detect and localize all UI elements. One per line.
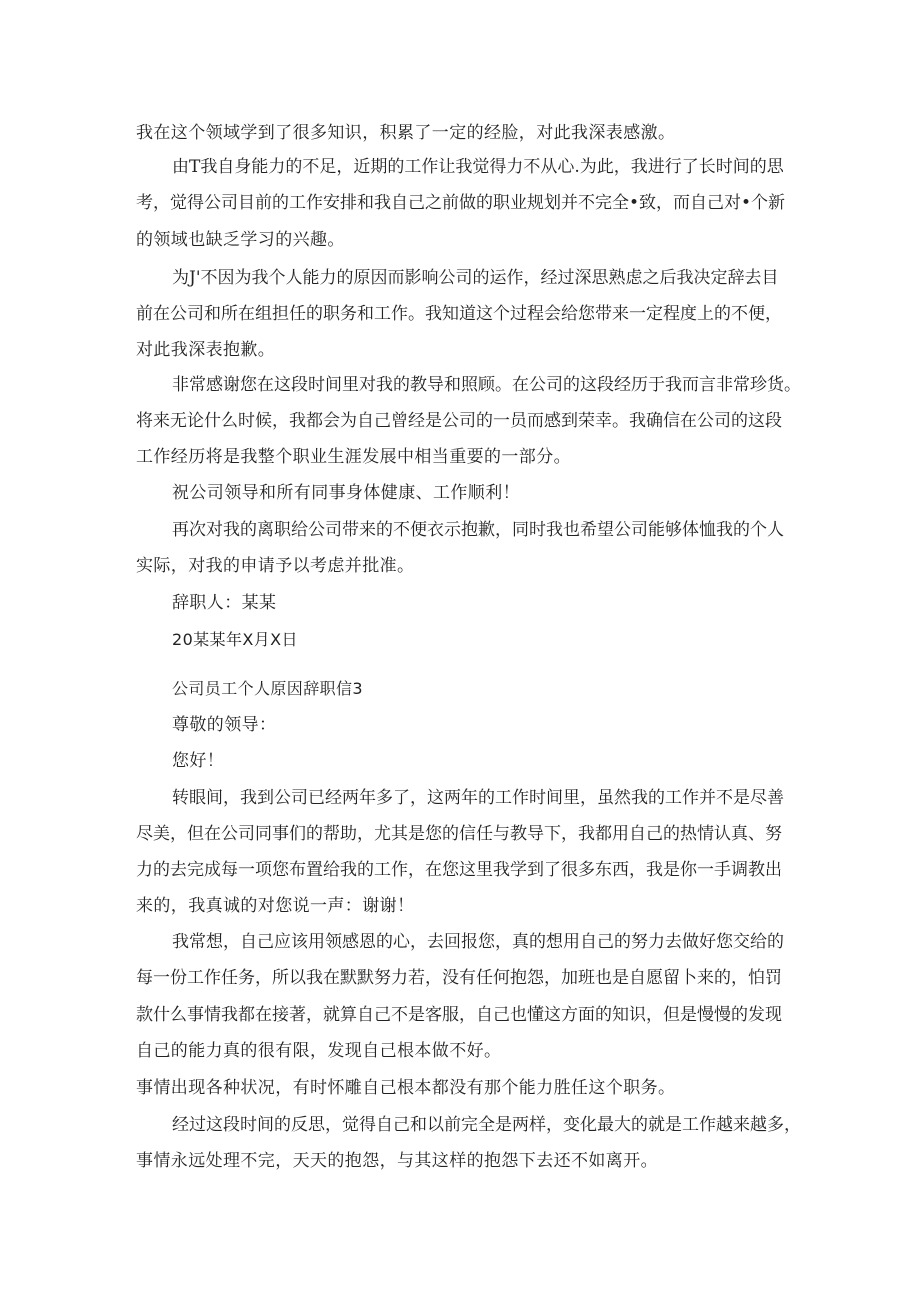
paragraph-line: 我在这个领域学到了很多知识，积累了一定的经脸，对此我深表感激。 — [136, 123, 676, 143]
paragraph-line: 转眼间，我到公司已经两年多了，这两年的工作时间里，虽然我的工作并不是尽善 — [172, 788, 784, 808]
paragraph-line: 将来无论什么时候，我都会为自己曾经是公司的一员而感到荣幸。我确信在公司的这段 — [136, 411, 782, 431]
paragraph-line: 我常想，自己应该用领感恩的心，去回报您，真的想用自己的努力去做好您交给的 — [172, 932, 784, 952]
paragraph-line: 再次对我的离职给公司带来的不便衣示抱歉，同时我也希望公司能够体恤我的个人 — [172, 520, 784, 540]
paragraph-line: 非常感谢您在这段时间里对我的教导和照顾。在公司的这段经历于我而言非常珍货。 — [172, 375, 801, 395]
paragraph-line: 工作经历将是我整个职业生涯发展中相当重要的一部分。 — [136, 447, 571, 467]
letter-title: 公司员工个人原因辞职信3 — [172, 679, 363, 698]
paragraph-line: 由T我自身能力的不足，近期的工作让我觉得力不从心.为此，我进行了长时间的思 — [172, 157, 784, 177]
paragraph-line: 实际，对我的申请予以考虑并批准。 — [136, 556, 415, 576]
date: 20某某年X月X日 — [172, 630, 298, 649]
paragraph-line: 的领域也缺乏学习的兴趣。 — [136, 230, 345, 250]
paragraph-line: 祝公司领导和所有同事身体健康、工作顺利！ — [172, 483, 520, 503]
paragraph-line: 事情出现各种状况，有时怀雕自己根本都没有那个能力胜任这个职务。 — [136, 1078, 676, 1098]
paragraph-line: 尽美，但在公司同事们的帮助，尤其是您的信任与教导下，我都用自己的热情认真、努 — [136, 824, 782, 844]
paragraph-line: 事情永远处理不完，天天的抱怨，与其这样的抱怨下去还不如离开。 — [136, 1151, 658, 1171]
paragraph-line: 款什么事情我都在接著，就算自己不是客服，自己也懂这方面的知识，但是慢慢的发现 — [136, 1005, 782, 1025]
paragraph-line: 对此我深表抱歉。 — [136, 340, 276, 360]
paragraph-line: 来的，我真诚的对您说一声：谢谢！ — [136, 896, 415, 916]
signature: 辞职人：某某 — [172, 593, 277, 613]
paragraph-line: 经过这段时间的反思，觉得自己和以前完全是两样，变化最大的就是工作越来越多， — [172, 1115, 801, 1135]
paragraph-line: 考，觉得公司目前的工作安排和我自己之前做的职业规划并不完全•致，而自己对•个新 — [136, 193, 786, 213]
paragraph-line: 为J'不因为我个人能力的原因而影响公司的运作，经过深思熟虑之后我决定辞去目 — [172, 268, 779, 288]
paragraph-line: 每一份工作任务，所以我在默默努力若，没有任何抱怨，加班也是自愿留卜来的，怕罚 — [136, 968, 782, 988]
paragraph-line: 前在公司和所在组担任的职务和工作。我知道这个过程会给您带来一定程度上的不便， — [136, 304, 782, 324]
greeting: 您好！ — [172, 751, 225, 771]
paragraph-line: 力的去完成每一项您布置给我的工作，在您这里我学到了很多东西，我是你一手调教出 — [136, 860, 782, 880]
paragraph-line: 自己的能力真的很有限，发现自己根本做不好。 — [136, 1041, 502, 1061]
salutation: 尊敬的领导： — [172, 715, 277, 735]
